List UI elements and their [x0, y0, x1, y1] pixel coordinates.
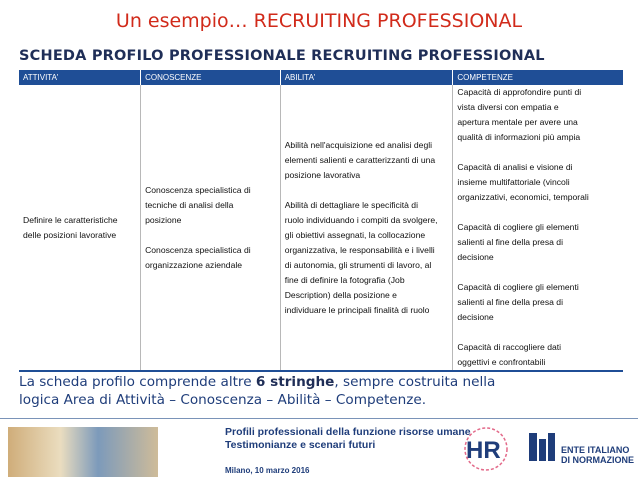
event-title-line1: Profili professionali della funzione risorse umane [225, 426, 471, 438]
cell-attivita: Definire le caratteristiche delle posizioni lavorative [19, 85, 141, 371]
header-competenze: COMPETENZE [453, 70, 623, 85]
cell-abilita: Abilità nell'acquisizione ed analisi degli elementi salienti e caratterizzanti di una posizione lavorativa Abilità di dettagliare le specificità di ruolo individuando i compiti da svolgere, gli obiettivi assegnati, la collocazione organizzativa, le responsabilità e i livelli di autonomia, gli strumenti di lavoro, al fine di definire la fotografia (Job Description) della posizione e individuare le principali finalità di ruolo [280, 85, 453, 371]
summary-note [19, 373, 495, 409]
table-row [19, 85, 623, 371]
header-conoscenze: CONOSCENZE [141, 70, 281, 85]
event-photo [8, 427, 158, 477]
hr-logo-text: HR [466, 437, 501, 464]
event-date: Milano, 10 marzo 2016 [225, 466, 310, 475]
note-text-start: La scheda profilo comprende altre [19, 374, 256, 390]
uni-logo-icon [527, 431, 557, 465]
table-heading: SCHEDA PROFILO PROFESSIONALE RECRUITING PROFESSIONAL [19, 48, 545, 64]
profile-table [19, 70, 623, 372]
cell-competenze: Capacità di approfondire punti di vista diversi con empatia e apertura mentale per avere una qualità di informazioni più ampia Capacità di analisi e visione di insieme multifattoriale (vincoli organizzativi, economici, temporali Capacità di cogliere gli elementi salienti al fine della presa di decisione Capacità di cogliere gli elementi salienti al fine della presa di decisione Capacità di raccogliere dati oggettivi e confrontabili [453, 85, 623, 371]
cell-conoscenze: Conoscenza specialistica di tecniche di analisi della posizione Conoscenza specialistica di organizzazione aziendale [141, 85, 281, 371]
note-text-end: , sempre costruita nella [334, 374, 496, 390]
footer-banner [0, 418, 638, 480]
header-attivita: ATTIVITA' [19, 70, 141, 85]
hr-logo-icon [450, 425, 522, 473]
event-title [225, 426, 471, 452]
event-title-line2: Testimonianze e scenari futuri [225, 439, 376, 451]
note-line-2: logica Area di Attività – Conoscenza – Abilità – Competenze. [19, 392, 427, 408]
uni-org-name [561, 445, 634, 465]
slide-title: Un esempio… RECRUITING PROFESSIONAL [115, 10, 523, 32]
header-abilita: ABILITA' [280, 70, 453, 85]
uni-line2: DI NORMAZIONE [561, 455, 634, 465]
note-bold: 6 stringhe [255, 374, 335, 390]
table-header-row [19, 70, 623, 85]
uni-line1: ENTE ITALIANO [561, 445, 630, 455]
